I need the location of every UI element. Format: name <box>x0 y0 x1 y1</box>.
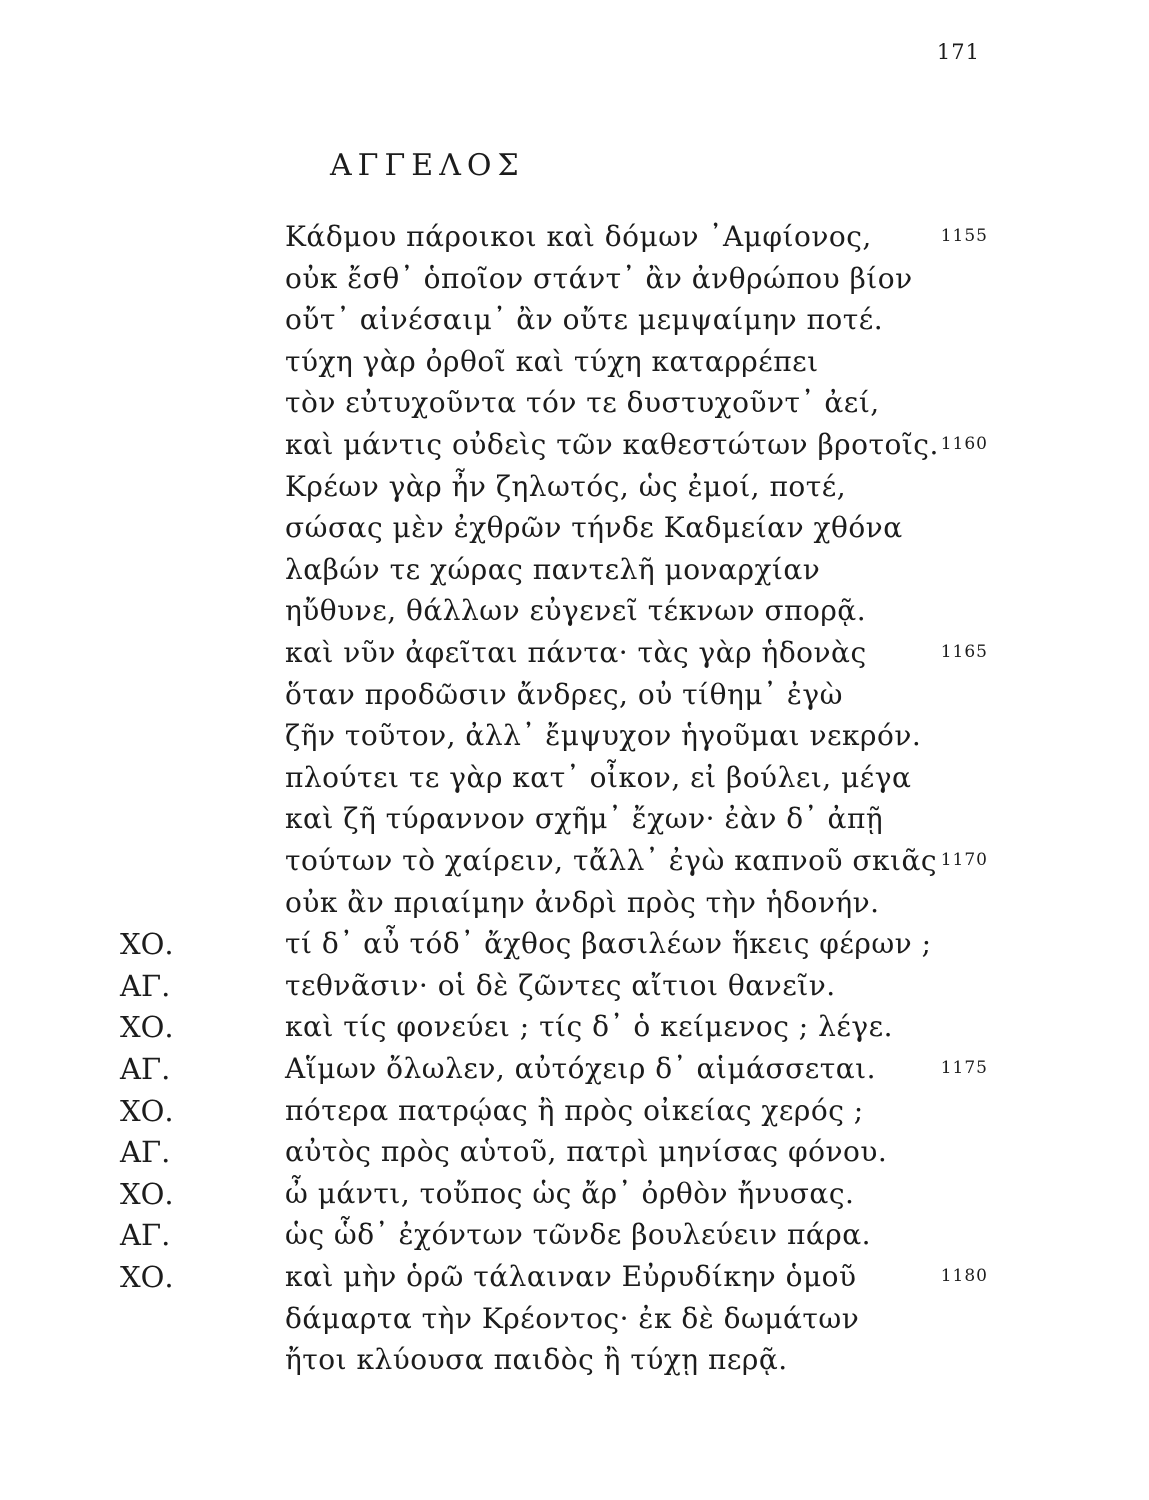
verse-text: τύχη γὰρ ὀρθοῖ καὶ τύχη καταρρέπει <box>285 344 819 378</box>
verse-text: καὶ ζῆ τύραννον σχῆμ᾿ ἔχων· ἐὰν δ᾿ ἀπῇ <box>285 802 884 836</box>
verse-line <box>0 386 1149 426</box>
verse-line <box>0 1302 1149 1342</box>
verse-line <box>0 1052 1149 1092</box>
verse-line <box>0 220 1149 260</box>
speaker-label: ΑΓ. <box>120 1218 171 1253</box>
verse-text: πότερα πατρῴας ἢ πρὸς οἰκείας χερός ; <box>285 1093 864 1127</box>
verse-line <box>0 1094 1149 1134</box>
verse-text: ὅταν προδῶσιν ἄνδρες, οὐ τίθημ᾿ ἐγὼ <box>285 677 843 711</box>
verse-line <box>0 886 1149 926</box>
speaker-label: ΧΟ. <box>120 927 174 962</box>
verse-text: ὦ μάντι, τοὔπος ὡς ἄρ᾿ ὀρθὸν ἤνυσας. <box>285 1176 855 1210</box>
verse-text: οὐκ ἂν πριαίμην ἀνδρὶ πρὸς τὴν ἡδονήν. <box>285 885 880 919</box>
verse-text: ἤτοι κλύουσα παιδὸς ἢ τύχῃ περᾷ. <box>285 1343 788 1377</box>
line-number: 1160 <box>940 434 988 454</box>
verse-text: Κρέων γὰρ ἦν ζηλωτός, ὡς ἐμοί, ποτέ, <box>285 469 847 503</box>
speaker-heading: ΑΓΓΕΛΟΣ <box>330 148 525 183</box>
verse-text: οὐκ ἔσθ᾿ ὁποῖον στάντ᾿ ἂν ἀνθρώπου βίον <box>285 261 913 295</box>
verse-line <box>0 719 1149 759</box>
verse-line <box>0 262 1149 302</box>
verse-text: πλούτει τε γὰρ κατ᾿ οἶκον, εἰ βούλει, μέγα <box>285 760 912 794</box>
line-number: 1155 <box>940 226 988 246</box>
verse-text: ηὔθυνε, θάλλων εὐγενεῖ τέκνων σπορᾷ. <box>285 594 867 628</box>
verse-line <box>0 636 1149 676</box>
verse-line <box>0 553 1149 593</box>
verse-text: σώσας μὲν ἐχθρῶν τήνδε Καδμείαν χθόνα <box>285 511 903 545</box>
speaker-label: ΑΓ. <box>120 968 171 1003</box>
speaker-label: ΧΟ. <box>120 1176 174 1211</box>
verse-text: Αἵμων ὄλωλεν, αὐτόχειρ δ᾿ αἱμάσσεται. <box>285 1052 877 1085</box>
verse-text: καὶ τίς φονεύει ; τίς δ᾿ ὁ κείμενος ; λέγε. <box>285 1010 894 1044</box>
verse-line <box>0 1177 1149 1217</box>
verse-line <box>0 678 1149 718</box>
verse-text: αὐτὸς πρὸς αὑτοῦ, πατρὶ μηνίσας φόνου. <box>285 1135 888 1169</box>
speaker-label: ΧΟ. <box>120 1260 174 1294</box>
verse-text: καὶ νῦν ἀφεῖται πάντα· τὰς γὰρ ἡδονὰς <box>285 636 867 669</box>
verse-line <box>0 594 1149 634</box>
verse-line <box>0 511 1149 551</box>
verse-line <box>0 1010 1149 1050</box>
verse-text: Κάδμου πάροικοι καὶ δόμων ᾿Αμφίονος, <box>285 220 872 253</box>
speaker-label: ΧΟ. <box>120 1010 174 1045</box>
verse-line <box>0 428 1149 468</box>
verse-text: τούτων τὸ χαίρειν, τἄλλ᾿ ἐγὼ καπνοῦ σκιᾶς <box>285 844 938 877</box>
verse-text: καὶ μάντις οὐδεὶς τῶν καθεστώτων βροτοῖς. <box>285 428 939 461</box>
line-number: 1180 <box>940 1266 988 1286</box>
line-number: 1175 <box>940 1058 988 1078</box>
verse-text: τεθνᾶσιν· οἱ δὲ ζῶντες αἴτιοι θανεῖν. <box>285 968 836 1002</box>
verse-line <box>0 1218 1149 1258</box>
verse-text: ζῆν τοῦτον, ἀλλ᾿ ἔμψυχον ἡγοῦμαι νεκρόν. <box>285 719 922 753</box>
verse-line <box>0 1343 1149 1383</box>
verse-text: λαβών τε χώρας παντελῆ μοναρχίαν <box>285 552 821 586</box>
verse-line <box>0 927 1149 967</box>
line-number: 1165 <box>940 642 988 662</box>
verse-line <box>0 761 1149 801</box>
line-number: 1170 <box>940 850 988 870</box>
verse-line <box>0 802 1149 842</box>
verse-line <box>0 844 1149 884</box>
verse-line <box>0 470 1149 510</box>
speaker-label: ΑΓ. <box>120 1052 171 1086</box>
speaker-label: ΑΓ. <box>120 1135 171 1170</box>
verse-line <box>0 303 1149 343</box>
verse-text: τὸν εὐτυχοῦντα τόν τε δυστυχοῦντ᾿ ἀεί, <box>285 386 880 420</box>
speaker-label: ΧΟ. <box>120 1093 174 1128</box>
verse-line <box>0 1260 1149 1300</box>
verse-line <box>0 1135 1149 1175</box>
verse-text: τί δ᾿ αὖ τόδ᾿ ἄχθος βασιλέων ἥκεις φέρων ; <box>285 927 932 961</box>
verse-text: δάμαρτα τὴν Κρέοντος· ἐκ δὲ δωμάτων <box>285 1301 860 1335</box>
verse-line <box>0 345 1149 385</box>
verse-text: καὶ μὴν ὁρῶ τάλαιναν Εὐρυδίκην ὁμοῦ <box>285 1260 857 1293</box>
verse-text: οὔτ᾿ αἰνέσαιμ᾿ ἂν οὔτε μεμψαίμην ποτέ. <box>285 303 884 337</box>
verse-line <box>0 969 1149 1009</box>
verse-text: ὡς ὧδ᾿ ἐχόντων τῶνδε βουλεύειν πάρα. <box>285 1218 872 1252</box>
page-number: 171 <box>936 40 980 64</box>
